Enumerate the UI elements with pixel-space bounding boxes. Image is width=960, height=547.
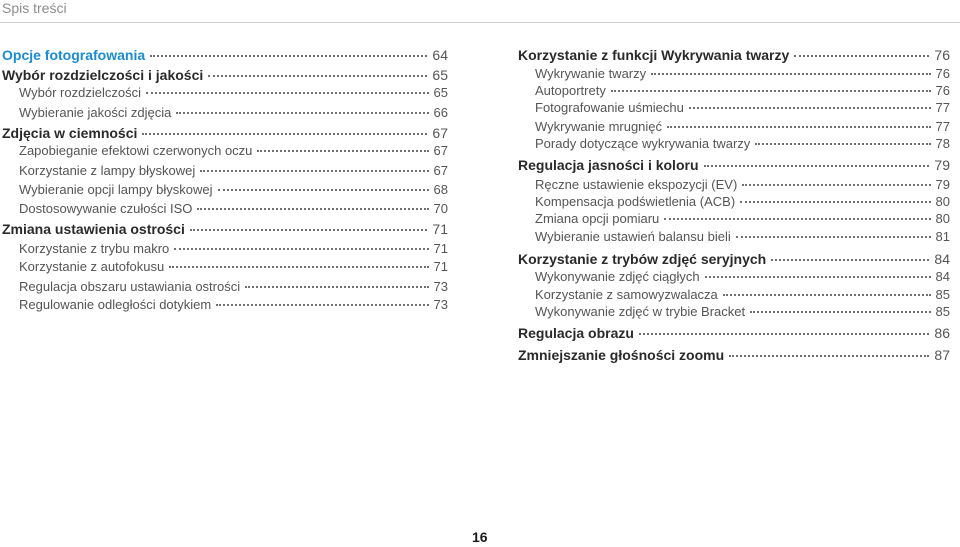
- dot-leader: [689, 107, 931, 109]
- toc-entry-page: 79: [935, 177, 950, 192]
- toc-entry-page: 78: [935, 136, 950, 151]
- toc-entry-label: Porady dotyczące wykrywania twarzy: [535, 136, 751, 151]
- toc-entry-page: 67: [433, 143, 448, 158]
- dot-leader: [742, 184, 930, 186]
- toc-entry-label: Korzystanie z trybów zdjęć seryjnych: [518, 251, 767, 267]
- toc-entry-label: Fotografowanie uśmiechu: [535, 100, 684, 115]
- toc-entry-page: 76: [935, 66, 950, 81]
- toc-entry-page: 84: [935, 269, 950, 284]
- toc-entry-label: Dostosowywanie czułości ISO: [19, 201, 193, 216]
- toc-entry[interactable]: [2, 240, 448, 258]
- toc-entry[interactable]: [2, 296, 448, 314]
- dot-leader: [197, 208, 428, 210]
- dot-leader: [150, 55, 427, 57]
- toc-entry[interactable]: [2, 220, 448, 238]
- toc-entry[interactable]: [518, 303, 950, 321]
- dot-leader: [142, 133, 427, 135]
- dot-leader: [208, 75, 427, 77]
- toc-entry-label: Wykrywanie mrugnięć: [535, 119, 663, 134]
- toc-entry-page: 67: [432, 125, 448, 141]
- dot-leader: [639, 333, 930, 335]
- dot-leader: [771, 259, 929, 261]
- toc-entry-page: 76: [934, 47, 950, 63]
- toc-entry-label: Zapobieganie efektowi czerwonych oczu: [19, 143, 253, 158]
- toc-entry-page: 76: [935, 83, 950, 98]
- toc-entry[interactable]: [518, 250, 950, 268]
- toc-entry-page: 68: [433, 182, 448, 197]
- dot-leader: [740, 201, 930, 203]
- toc-entry[interactable]: [518, 346, 950, 364]
- header-divider: [0, 22, 960, 23]
- toc-entry-page: 65: [432, 67, 448, 83]
- toc-entry-label: Regulacja jasności i koloru: [518, 157, 699, 173]
- toc-entry-page: 85: [935, 304, 950, 319]
- toc-entry-page: 64: [432, 47, 448, 63]
- toc-entry-page: 81: [935, 229, 950, 244]
- toc-entry-label: Wybieranie jakości zdjęcia: [19, 105, 172, 120]
- toc-entry-label: Regulacja obszaru ustawiania ostrości: [19, 279, 241, 294]
- toc-entry[interactable]: [518, 99, 950, 117]
- toc-entry-label: Korzystanie z trybu makro: [19, 241, 170, 256]
- toc-entry-page: 80: [935, 211, 950, 226]
- dot-leader: [146, 92, 429, 94]
- toc-entry[interactable]: [2, 162, 448, 180]
- toc-entry-page: 71: [432, 221, 448, 237]
- toc-entry[interactable]: [518, 156, 950, 174]
- toc-entry-page: 67: [433, 163, 448, 178]
- toc-entry[interactable]: [2, 142, 448, 160]
- toc-entry-label: Kompensacja podświetlenia (ACB): [535, 194, 736, 209]
- toc-entry[interactable]: [518, 176, 950, 194]
- toc-entry-label: Ręczne ustawienie ekspozycji (EV): [535, 177, 738, 192]
- toc-entry-page: 71: [433, 259, 448, 274]
- dot-leader: [169, 266, 428, 268]
- toc-entry-label: Wykonywanie zdjęć ciągłych: [535, 269, 700, 284]
- toc-entry-page: 79: [934, 157, 950, 173]
- page-header: [0, 0, 960, 32]
- toc-entry[interactable]: [518, 193, 950, 211]
- dot-leader: [729, 355, 929, 357]
- toc-entry-label: Korzystanie z samowyzwalacza: [535, 287, 718, 302]
- toc-entry[interactable]: [518, 324, 950, 342]
- toc-entry-label: Zdjęcia w ciemności: [2, 125, 138, 141]
- toc-entry-label: Wykonywanie zdjęć w trybie Bracket: [535, 304, 746, 319]
- dot-leader: [750, 311, 930, 313]
- page-number: 16: [472, 529, 488, 545]
- toc-entry-label: Autoportrety: [535, 83, 606, 98]
- toc-entry-page: 71: [433, 241, 448, 256]
- toc-entry-label: Wybór rozdzielczości: [19, 85, 141, 100]
- toc-entry[interactable]: [2, 200, 448, 218]
- dot-leader: [794, 55, 929, 57]
- toc-entry-page: 86: [934, 325, 950, 341]
- toc-entry-page: 70: [433, 201, 448, 216]
- dot-leader: [736, 236, 931, 238]
- toc-entry[interactable]: [518, 46, 950, 64]
- toc-entry-label: Korzystanie z autofokusu: [19, 259, 165, 274]
- toc-entry[interactable]: [518, 82, 950, 100]
- toc-entry[interactable]: [518, 135, 950, 153]
- toc-entry-label: Wybieranie ustawień balansu bieli: [535, 229, 731, 244]
- toc-entry[interactable]: [518, 268, 950, 286]
- toc-entry-label: Zmniejszanie głośności zoomu: [518, 347, 725, 363]
- toc-entry-label: Wybór rozdzielczości i jakości: [2, 67, 204, 83]
- dot-leader: [218, 189, 429, 191]
- dot-leader: [705, 276, 931, 278]
- dot-leader: [190, 229, 428, 231]
- toc-entry[interactable]: [2, 84, 448, 102]
- toc-entry-label: Wykrywanie twarzy: [535, 66, 647, 81]
- toc-entry-label: Korzystanie z lampy błyskowej: [19, 163, 196, 178]
- dot-leader: [200, 170, 428, 172]
- toc-entry-page: 77: [935, 100, 950, 115]
- toc-entry-page: 73: [433, 279, 448, 294]
- toc-entry-label: Zmiana ustawienia ostrości: [2, 221, 185, 237]
- toc-entry-label: Zmiana opcji pomiaru: [535, 211, 660, 226]
- dot-leader: [245, 286, 428, 288]
- toc-entry-label: Wybieranie opcji lampy błyskowej: [19, 182, 213, 197]
- toc-entry[interactable]: [518, 65, 950, 83]
- toc-entry-label: Regulacja obrazu: [518, 325, 634, 341]
- toc-entry-page: 77: [935, 119, 950, 134]
- toc-entry[interactable]: [2, 46, 448, 64]
- toc-entry[interactable]: [2, 258, 448, 276]
- toc-entry-page: 84: [934, 251, 950, 267]
- dot-leader: [704, 165, 930, 167]
- toc-entry-page: 87: [934, 347, 950, 363]
- toc-entry-label: Regulowanie odległości dotykiem: [19, 297, 212, 312]
- toc-entry-page: 85: [935, 287, 950, 302]
- page-title: Spis treści: [2, 0, 67, 16]
- toc-entry-page: 80: [935, 194, 950, 209]
- toc-entry[interactable]: [518, 286, 950, 304]
- toc-entry[interactable]: [2, 124, 448, 142]
- toc-entry[interactable]: [2, 104, 448, 122]
- toc-entry[interactable]: [518, 210, 950, 228]
- dot-leader: [651, 73, 930, 75]
- dot-leader: [216, 304, 428, 306]
- toc-entry[interactable]: [518, 118, 950, 136]
- dot-leader: [667, 126, 931, 128]
- toc-entry-label: Korzystanie z funkcji Wykrywania twarzy: [518, 47, 790, 63]
- dot-leader: [723, 294, 931, 296]
- dot-leader: [755, 143, 930, 145]
- dot-leader: [176, 112, 428, 114]
- toc-entry[interactable]: [2, 66, 448, 84]
- dot-leader: [174, 248, 428, 250]
- toc-entry[interactable]: [2, 278, 448, 296]
- toc-entry[interactable]: [2, 181, 448, 199]
- toc-entry[interactable]: [518, 228, 950, 246]
- dot-leader: [257, 150, 428, 152]
- toc-entry-label: Opcje fotografowania: [2, 47, 146, 63]
- dot-leader: [611, 90, 931, 92]
- dot-leader: [664, 218, 930, 220]
- toc-entry-page: 65: [433, 85, 448, 100]
- toc-entry-page: 73: [433, 297, 448, 312]
- toc-entry-page: 66: [433, 105, 448, 120]
